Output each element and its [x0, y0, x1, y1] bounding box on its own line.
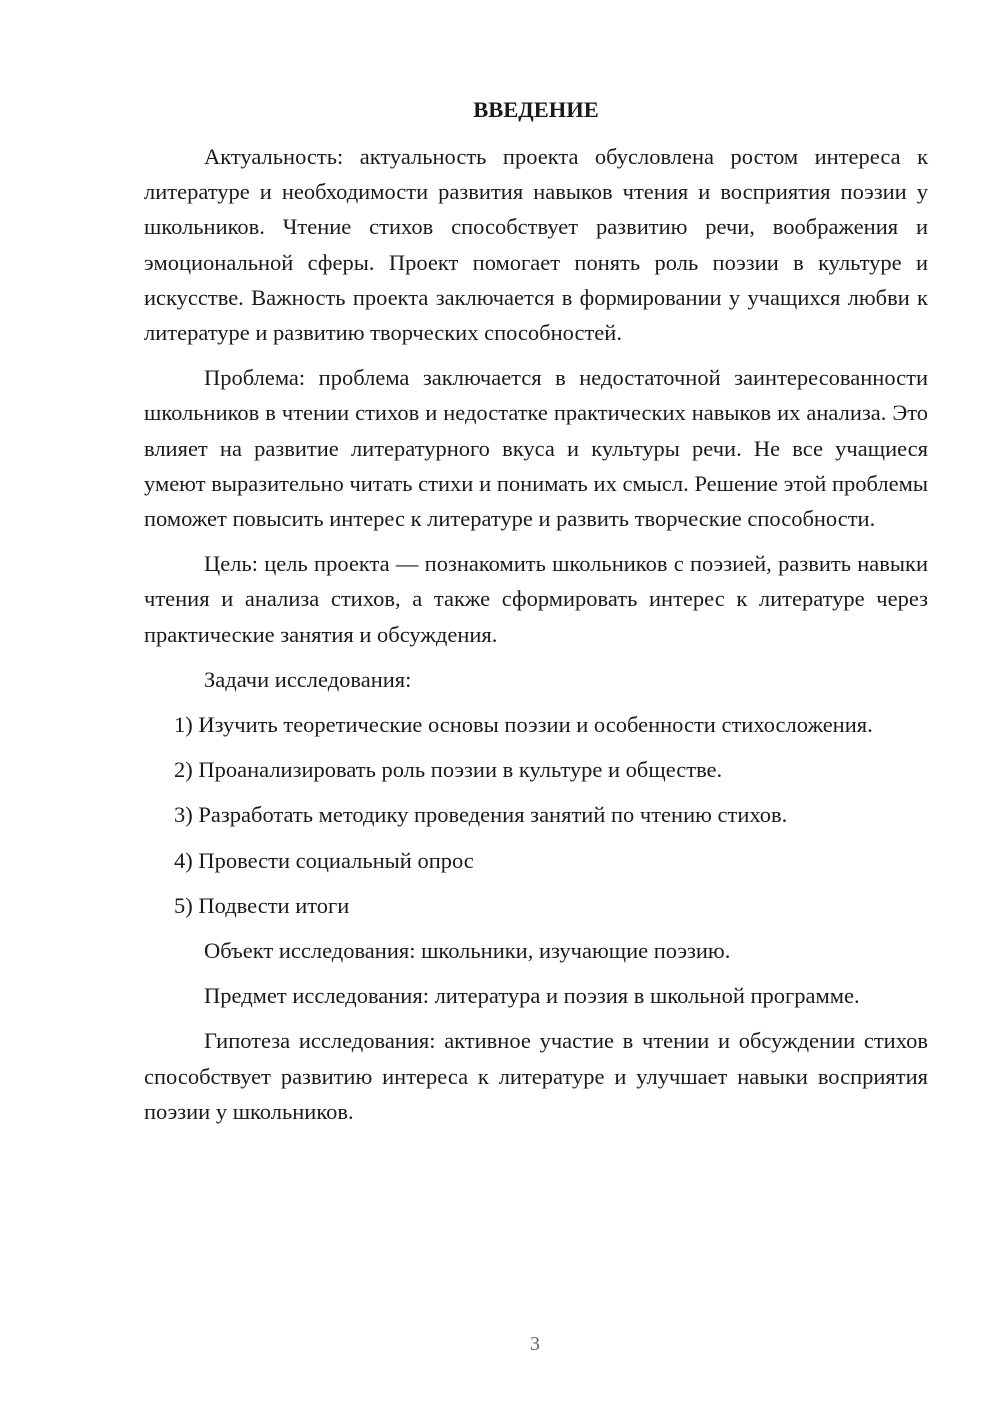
paragraph-goal: Цель: цель проекта — познакомить школьников с поэзией, развить навыки чтения и анализа стихов, а также сформировать интерес к литературе через практические занятия и обсуждения. [144, 551, 928, 647]
section-title: ВВЕДЕНИЕ [473, 97, 599, 122]
task-item-2: 2) Проанализировать роль поэзии в культуре и обществе. [174, 757, 723, 783]
paragraph-tasks-heading: Задачи исследования: [204, 666, 412, 692]
document-page [144, 90, 928, 1139]
paragraph-hypothesis: Гипотеза исследования: активное участие в чтении и обсуждении стихов способствует развитию интереса к литературе и улучшает навыки восприятия поэзии у школьников. [144, 1028, 928, 1124]
paragraph-object: Объект исследования: школьники, изучающие поэзию. [204, 938, 731, 964]
paragraph-subject: Предмет исследования: литература и поэзия в школьной программе. [204, 983, 860, 1009]
page-number: 3 [530, 1333, 540, 1355]
paragraph-relevance: Актуальность: актуальность проекта обусловлена ростом интереса к литературе и необходимости развития навыков чтения и восприятия поэзии у школьников. Чтение стихов способствует развитию речи, воображения и эмоциональной сферы. Проект помогает понять роль поэзии в культуре и искусстве. Важность проекта заключается в формировании у учащихся любви к литературе и развитию творческих способностей. [144, 144, 928, 346]
task-item-5: 5) Подвести итоги [174, 892, 350, 918]
task-item-4: 4) Провести социальный опрос [174, 847, 474, 873]
task-item-1: 1) Изучить теоретические основы поэзии и особенности стихосложения. [174, 712, 873, 738]
task-item-3: 3) Разработать методику проведения занятий по чтению стихов. [174, 802, 788, 828]
paragraph-problem: Проблема: проблема заключается в недостаточной заинтересованности школьников в чтении стихов и недостатке практических навыков их анализа. Это влияет на развитие литературного вкуса и культуры речи. Не все учащиеся умеют выразительно читать стихи и понимать их смысл. Решение этой проблемы поможет повысить интерес к литературе и развить творческие способности. [144, 365, 928, 532]
